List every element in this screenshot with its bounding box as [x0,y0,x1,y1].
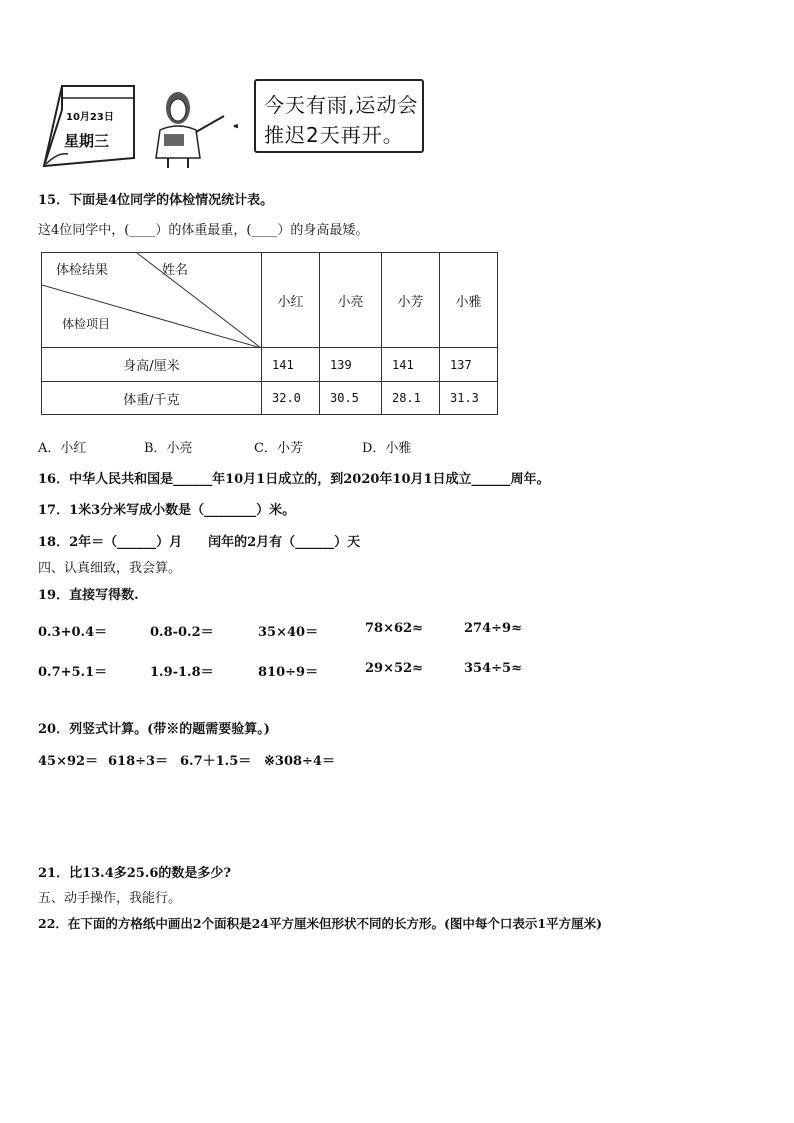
table-cell: 139 [320,348,382,382]
header-top-right: 姓名 [162,263,189,278]
q17: 17．1米3分米写成小数是（________）米。 [38,503,296,518]
table-cell: 141 [262,348,320,382]
table-cell: 32.0 [262,382,320,415]
speech-bubble [254,79,424,153]
header-top-left: 体检结果 [56,263,109,278]
calc-item: 274÷9≈ [464,621,522,636]
row-label: 体重/千克 [42,382,262,415]
header-bottom-left: 体检项目 [62,317,111,331]
q20-title: 20．列竖式计算。(带※的题需要验算。) [38,722,270,737]
option-a[interactable]: A．小红 [38,441,87,456]
name-cell: 小芳 [382,253,440,348]
table-cell: 141 [382,348,440,382]
table-cell: 30.5 [320,382,382,415]
calc-item: 810÷9＝ [258,665,319,680]
table-header-diagonal-cell [42,253,262,348]
vertical-calc-item: ※308÷4＝ [264,754,335,769]
calc-item: 354÷5≈ [464,661,522,676]
q15-title: 15．下面是4位同学的体检情况统计表。 [38,193,274,208]
calendar-illustration [38,80,238,170]
calc-item: 0.8-0.2＝ [150,625,214,640]
section-4-heading: 四、认真细致，我会算。 [38,561,182,576]
name-cell: 小亮 [320,253,382,348]
section-5-heading: 五、动手操作，我能行。 [38,891,182,906]
q16: 16．中华人民共和国是______年10月1日成立的，到2020年10月1日成立______周年。 [38,472,550,487]
option-b[interactable]: B．小亮 [144,441,193,456]
table-cell: 31.3 [440,382,498,415]
vertical-calc-item: 45×92＝ [38,754,99,769]
calc-item: 0.7+5.1＝ [38,665,108,680]
row-label: 身高/厘米 [42,348,262,382]
health-stats-table [41,252,498,415]
calc-item: 1.9-1.8＝ [150,665,214,680]
bubble-line-2: 推迟2天再开。 [264,123,404,147]
q15-prompt: 这4位同学中，(____）的体重最重，(____）的身高最矮。 [38,223,369,238]
q22: 22．在下面的方格纸中画出2个面积是24平方厘米但形状不同的长方形。(图中每个口表示1平方厘米) [38,916,603,931]
table-cell: 137 [440,348,498,382]
calendar-date: 10月23日 [66,112,114,123]
calc-item: 35×40＝ [258,625,319,640]
table-cell: 28.1 [382,382,440,415]
q19-title: 19．直接写得数. [38,588,139,603]
option-d[interactable]: D．小雅 [362,441,412,456]
vertical-calc-item: 618÷3＝ [108,754,169,769]
calc-item: 0.3+0.4＝ [38,625,108,640]
name-cell: 小红 [262,253,320,348]
table-row [42,382,498,415]
q18: 18．2年＝（______）月 闰年的2月有（______）天 [38,535,361,550]
calc-item: 78×62≈ [365,621,423,636]
q21: 21．比13.4多25.6的数是多少? [38,866,232,881]
bubble-line-1: 今天有雨,运动会 [264,93,419,117]
calc-item: 29×52≈ [365,661,423,676]
vertical-calc-item: 6.7＋1.5＝ [180,754,252,769]
calendar-weekday: 星期三 [64,132,110,150]
option-c[interactable]: C．小芳 [254,441,303,456]
table-row [42,348,498,382]
name-cell: 小雅 [440,253,498,348]
